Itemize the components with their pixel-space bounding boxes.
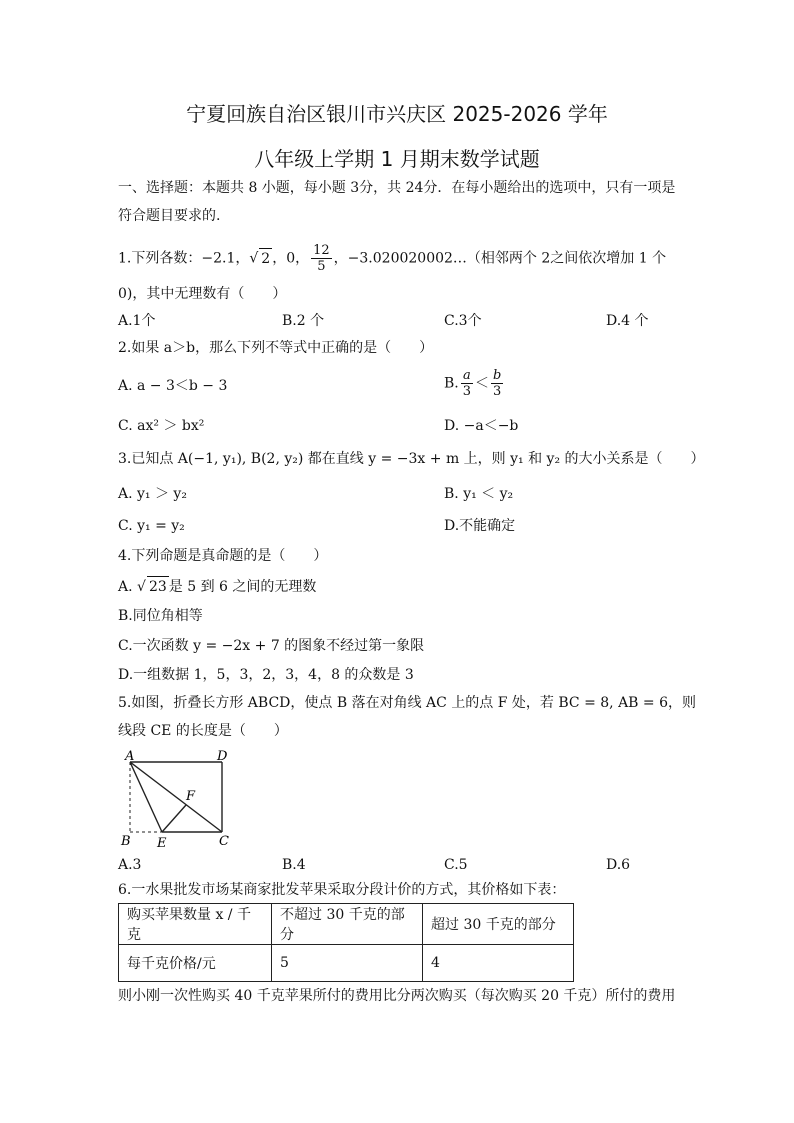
label-e: E [157,836,167,850]
q1-option-a[interactable]: A.1个 [118,313,156,329]
q2-option-b-rel: ＜ [475,375,490,392]
question-5-stem-line1: 5.如图，折叠长方形 ABCD，使点 B 落在对角线 AC 上的点 F 处，若 BC = 8, AB = 6，则 [118,695,697,711]
q1-fraction [311,243,332,274]
q2-frac-a-den: 3 [462,384,472,399]
label-c: C [219,834,229,849]
question-6-continuation: 则小刚一次性购买 40 千克苹果所付的费用比分两次购买（每次购买 20 千克）所付的费用 [118,988,676,1004]
q2-option-d[interactable]: D. −a＜−b [444,418,519,434]
q2-option-a[interactable]: A. a − 3＜b − 3 [118,378,228,394]
q2-option-b-prefix: B. [444,375,459,392]
label-b: B [121,834,131,849]
q5-option-b[interactable]: B.4 [282,857,306,873]
question-1-stem [118,243,666,274]
q5-option-d[interactable]: D.6 [606,857,631,873]
q1-prefix: 1.下列各数：−2.1， [118,250,250,267]
table-row-header [119,904,574,945]
question-1-stem-line2: 0)，其中无理数有（ ） [118,286,287,302]
section-instructions-line2: 符合题目要求的. [118,208,221,224]
q3-option-a[interactable]: A. y₁ ＞ y₂ [118,486,187,502]
exam-title-line2: 八年级上学期 1 月期末数学试题 [254,147,540,171]
q1-option-b[interactable]: B.2 个 [282,313,325,329]
table-header-cell: 不超过 30 千克的部分 [272,904,423,945]
q2-option-b[interactable] [444,368,505,399]
table-cell: 每千克价格/元 [119,945,272,982]
diagonal-ac [130,762,222,832]
label-a: A [125,749,135,764]
q3-option-c[interactable]: C. y₁ = y₂ [118,518,185,534]
geometry-figure [116,748,244,850]
table-row [119,945,574,982]
q2-frac-a [461,368,473,399]
q1-option-c[interactable]: C.3个 [444,313,482,329]
label-d: D [217,749,228,764]
exam-title-line1: 宁夏回族自治区银川市兴庆区 2025-2026 学年 [186,102,608,126]
question-4-stem: 4.下列命题是真命题的是（ ） [118,548,328,564]
question-6-stem: 6.一水果批发市场某商家批发苹果采取分段计价的方式，其价格如下表： [118,882,566,898]
q2-frac-b [491,368,503,399]
q3-option-d[interactable]: D.不能确定 [444,518,516,534]
q1-frac-num: 12 [313,243,330,258]
q2-frac-b-num: b [493,368,502,383]
q1-sqrt-arg: 2 [259,248,272,269]
table-cell: 4 [423,945,574,982]
q4-sqrt-arg: 23 [147,576,169,597]
table-header-cell: 超过 30 千克的部分 [423,904,574,945]
q1-mid: ，0， [272,250,310,267]
table-header-cell: 购买苹果数量 x / 千克 [119,904,272,945]
section-instructions-line1: 一、选择题：本题共 8 小题，每小题 3分，共 24分．在每小题给出的选项中，只有一项是 [118,180,676,196]
q1-frac-den: 5 [317,259,326,274]
q2-frac-a-num: a [461,368,473,384]
q4-option-d[interactable]: D.一组数据 1，5，3，2，3，4，8 的众数是 3 [118,667,414,683]
sqrt-symbol: √ [137,579,146,595]
q4-option-b[interactable]: B.同位角相等 [118,608,203,624]
question-3-stem: 3.已知点 A(−1, y₁), B(2, y₂) 都在直线 y = −3x + m 上，则 y₁ 和 y₂ 的大小关系是（ ） [118,451,705,467]
q1-suffix: ，−3.020020002…（相邻两个 2之间依次增加 1 个 [333,250,667,267]
q2-option-c[interactable]: C. ax² ＞ bx² [118,418,205,434]
fold-line-ae [130,762,162,832]
q1-option-d[interactable]: D.4 个 [606,313,649,329]
q4-option-a-suffix: 是 5 到 6 之间的无理数 [168,579,317,595]
label-f: F [186,789,196,804]
q2-frac-b-den: 3 [493,384,502,399]
price-table [118,903,574,982]
segment-ef [162,805,186,832]
q4-option-a-prefix: A. [118,579,138,595]
table-cell: 5 [272,945,423,982]
q3-option-b[interactable]: B. y₁ ＜ y₂ [444,486,514,502]
question-5-stem-line2: 线段 CE 的长度是（ ） [118,723,288,739]
sqrt-symbol: √ [249,250,259,267]
q4-option-c[interactable]: C.一次函数 y = −2x + 7 的图象不经过第一象限 [118,638,425,654]
q4-option-a[interactable] [118,576,316,597]
q5-option-c[interactable]: C.5 [444,857,468,873]
q5-option-a[interactable]: A.3 [118,857,142,873]
question-2-stem: 2.如果 a＞b，那么下列不等式中正确的是（ ） [118,340,434,356]
